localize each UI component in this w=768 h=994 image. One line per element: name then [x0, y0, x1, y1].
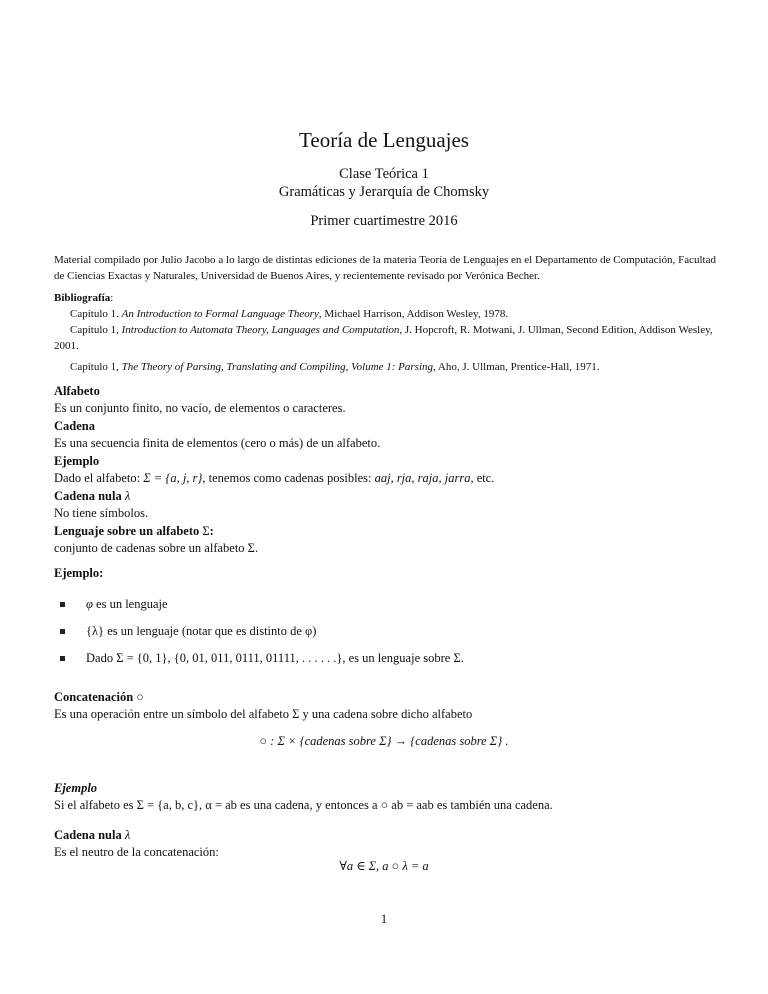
section-heading: Lenguaje sobre un alfabeto Σ:: [54, 524, 214, 538]
list-item: {λ} es un lenguaje (notar que es distinto de φ): [54, 623, 716, 650]
neutral-element-formula: ∀a ∈ Σ, a ○ λ = a: [339, 859, 429, 873]
section-cadena-nula-neutro: [54, 827, 716, 861]
bibliography-entry: Capítulo 1, Introduction to Automata Theory, Languages and Computation, J. Hopcroft, R. Motwani, J. Ullman, Second Edition, Addison Wesley, 2001.: [54, 324, 713, 352]
section-body: Es un conjunto finito, no vacío, de elementos o caracteres.: [54, 401, 346, 415]
document-title: Teoría de Lenguajes: [299, 128, 469, 152]
section-body: Es una operación entre un símbolo del alfabeto Σ y una cadena sobre dicho alfabeto: [54, 707, 473, 721]
intro-paragraph: Material compilado por Julio Jacobo a lo largo de distintas ediciones de la materia Teoría de Lenguajes en el Departamento de Computación, Facultad de Ciencias Exactas y Naturales, Universidad de Buenos Aires, y recientemente revisado por Verónica Becher.: [54, 254, 716, 282]
list-item: Dado Σ = {0, 1}, {0, 01, 011, 0111, 01111, . . . . . .}, es un lenguaje sobre Σ.: [54, 650, 716, 677]
section-body: Si el alfabeto es Σ = {a, b, c}, α = ab es una cadena, y entonces a ○ ab = aab es también una cadena.: [54, 798, 553, 812]
section-heading: Alfabeto: [54, 384, 100, 398]
section-lenguaje: [54, 523, 716, 557]
document-date: Primer cuartimestre 2016: [310, 213, 458, 229]
bullet-icon: [60, 629, 65, 634]
math-expression: Σ = {a, j, r}: [143, 471, 203, 485]
example-list: [54, 596, 716, 677]
section-concatenacion: [54, 689, 716, 723]
section-cadena: [54, 418, 716, 452]
lecture-topic: Gramáticas y Jerarquía de Chomsky: [278, 184, 490, 200]
section-heading: Ejemplo: [54, 454, 100, 468]
bibliography-heading: Bibliografía:: [54, 292, 114, 304]
list-item: φ es un lenguaje: [54, 596, 716, 623]
bullet-icon: [60, 656, 65, 661]
bibliography-entry: Capítulo 1. An Introduction to Formal Language Theory, Michael Harrison, Addison Wesley, 1978.: [70, 308, 509, 320]
section-body: conjunto de cadenas sobre un alfabeto Σ.: [54, 541, 259, 555]
bibliography-entry: Capítulo 1, The Theory of Parsing, Translating and Compiling, Volume 1: Parsing, Aho, J. Ullman, Prentice-Hall, 1971.: [70, 361, 600, 373]
section-cadena-nula: [54, 488, 716, 522]
bullet-icon: [60, 602, 65, 607]
section-heading: Ejemplo:: [54, 566, 104, 580]
section-ejemplo-alfabeto: Ejemplo Dado el alfabeto: Σ = {a, j, r}, tenemos como cadenas posibles: aaj, rja, raja, jarra, etc.: [54, 453, 716, 487]
section-heading: Concatenación ○: [54, 690, 144, 704]
section-alfabeto: [54, 383, 716, 417]
section-body: No tiene símbolos.: [54, 506, 149, 520]
section-heading: Ejemplo: [54, 781, 98, 795]
concatenation-formula: ○ : Σ × {cadenas sobre Σ} → {cadenas sobre Σ} .: [259, 734, 509, 748]
section-body: Es una secuencia finita de elementos (cero o más) de un alfabeto.: [54, 436, 381, 450]
section-heading: Cadena: [54, 419, 95, 433]
section-heading: Cadena nula λ: [54, 489, 131, 503]
section-heading: Cadena nula λ: [54, 828, 131, 842]
section-ejemplo-lenguaje: [54, 565, 716, 582]
section-body: Es el neutro de la concatenación:: [54, 845, 219, 859]
lecture-number: Clase Teórica 1: [339, 166, 429, 182]
section-ejemplo-concatenacion: [54, 780, 716, 814]
math-expression: aaj, rja, raja, jarra: [374, 471, 471, 485]
page-number: 1: [380, 912, 388, 926]
